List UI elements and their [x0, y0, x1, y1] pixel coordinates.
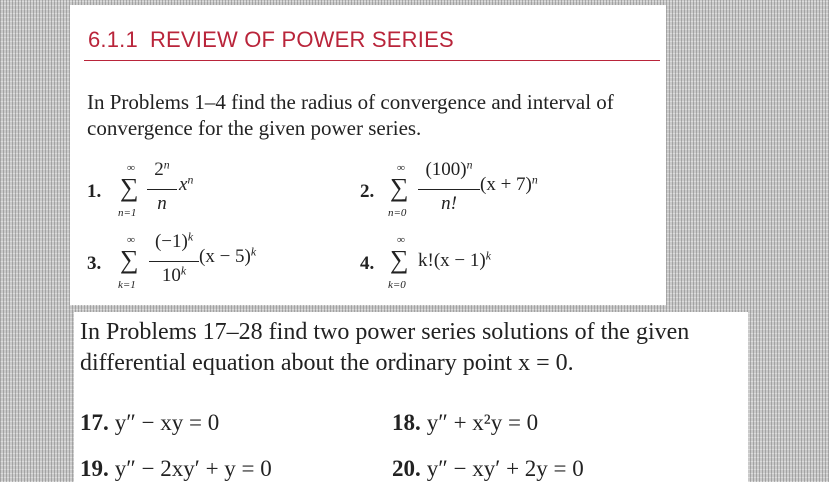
fraction-bar	[149, 261, 199, 262]
problem-3	[87, 231, 327, 295]
denominator: n	[157, 193, 167, 214]
problem-17	[80, 410, 219, 436]
equation: y″ − xy = 0	[114, 410, 220, 435]
problems-17-28-panel	[74, 312, 748, 482]
equation: y″ − 2xy′ + y = 0	[114, 456, 272, 481]
sum-upper-limit: ∞	[127, 162, 135, 174]
series-term: $k!(x - 1)^k$	[418, 249, 491, 271]
problem-number: 20.	[392, 456, 421, 481]
problem-number: 1.	[87, 181, 102, 202]
review-section-panel	[70, 5, 666, 305]
denominator: n!	[441, 193, 457, 214]
sum-upper-limit: ∞	[397, 234, 405, 246]
sum-lower-limit: k=0	[388, 279, 406, 291]
fraction-bar	[418, 189, 480, 190]
section-number: 6.1.1	[88, 27, 138, 52]
numerator: $(100)^n$	[425, 158, 473, 180]
series-term: $(x + 7)^n$	[480, 173, 538, 195]
series-term: $(x - 5)^k$	[199, 245, 257, 267]
section-title: REVIEW OF POWER SERIES	[149, 27, 454, 52]
sum-lower-limit: n=0	[388, 207, 407, 219]
numerator: $(-1)^k$	[154, 230, 194, 252]
series-term: $x^n$	[179, 173, 194, 195]
problem-18	[392, 410, 538, 436]
problem-number: 19.	[80, 456, 109, 481]
denominator: 10$^k$	[161, 264, 187, 286]
problem-2	[360, 159, 600, 223]
equation: y″ + x²y = 0	[426, 410, 539, 435]
problem-4	[360, 231, 560, 295]
problem-number: 3.	[87, 253, 102, 274]
summation-sign: ∑	[390, 173, 409, 202]
sum-upper-limit: ∞	[127, 234, 135, 246]
problem-number: 2.	[360, 181, 375, 202]
problem-1	[87, 159, 287, 223]
fraction-bar	[147, 189, 177, 190]
equation: y″ − xy′ + 2y = 0	[426, 456, 584, 481]
sum-lower-limit: n=1	[118, 207, 137, 219]
sum-upper-limit: ∞	[397, 162, 405, 174]
problem-number: 18.	[392, 410, 421, 435]
heading-rule	[84, 60, 660, 61]
summation-sign: ∑	[390, 245, 409, 274]
problem-19	[80, 456, 272, 482]
section-heading	[88, 27, 454, 53]
problem-number: 4.	[360, 253, 375, 274]
problems-1-4-instructions: In Problems 1–4 find the radius of convergence and interval of convergence for the given power series.	[87, 90, 614, 140]
problem-20	[392, 456, 584, 482]
summation-sign: ∑	[120, 245, 139, 274]
problems-17-28-instructions: In Problems 17–28 find two power series solutions of the given differential equation about the ordinary point x = 0.	[80, 319, 690, 376]
sum-lower-limit: k=1	[118, 279, 136, 291]
numerator: 2$^n$	[154, 158, 170, 180]
summation-sign: ∑	[120, 173, 139, 202]
problem-number: 17.	[80, 410, 109, 435]
